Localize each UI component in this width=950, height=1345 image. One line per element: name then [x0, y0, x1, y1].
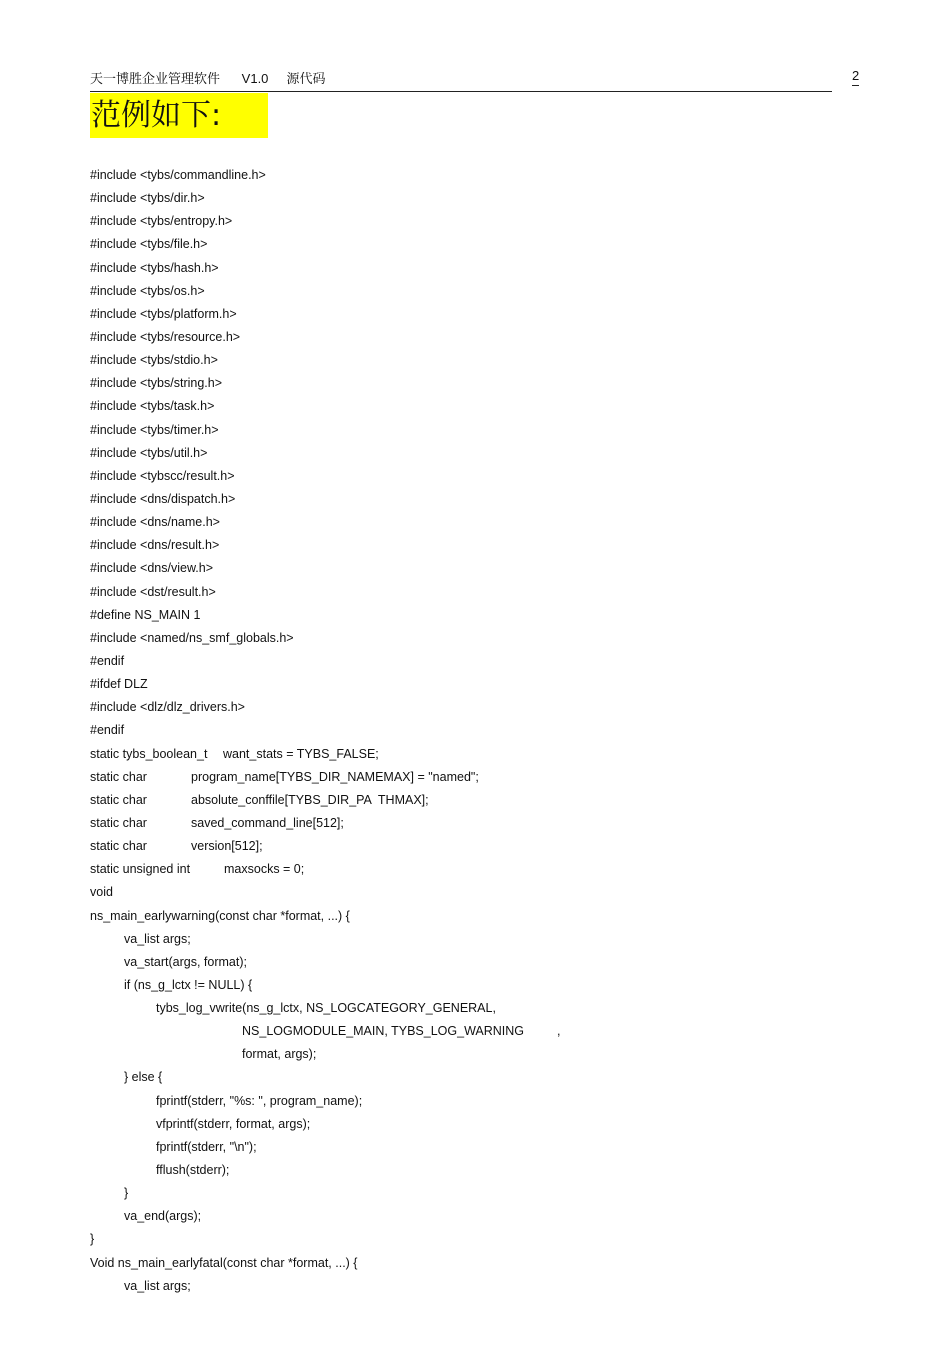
- code-segment: #include <dst/result.h>: [90, 584, 216, 599]
- code-line: [90, 465, 850, 488]
- code-line: [90, 812, 850, 835]
- code-line: [90, 1020, 850, 1043]
- code-segment: va_list args;: [124, 931, 191, 946]
- code-segment: fflush(stderr);: [156, 1163, 230, 1178]
- code-line: [90, 419, 850, 442]
- page-number: 2: [852, 68, 859, 86]
- code-segment: version[512];: [191, 839, 263, 854]
- code-segment: format, args);: [242, 1047, 317, 1062]
- code-line: [90, 1205, 850, 1228]
- code-segment: #include <dns/name.h>: [90, 515, 220, 530]
- code-segment: fprintf(stderr, "\n");: [156, 1139, 257, 1154]
- code-segment: }: [90, 1232, 95, 1247]
- code-segment: static char: [90, 769, 147, 784]
- code-segment: ns_main_earlywarning(const char *format, ...) {: [90, 908, 350, 923]
- code-line: [90, 187, 850, 210]
- code-line: [90, 1159, 850, 1182]
- code-block: [90, 164, 850, 1298]
- code-segment: ,: [557, 1024, 561, 1039]
- code-line: [90, 1090, 850, 1113]
- code-line: [90, 581, 850, 604]
- code-segment: #include <named/ns_smf_globals.h>: [90, 630, 294, 645]
- code-segment: } else {: [124, 1070, 163, 1085]
- code-line: [90, 280, 850, 303]
- code-segment: program_name[TYBS_DIR_NAMEMAX] = "named";: [191, 769, 479, 784]
- code-segment: #include <tybs/util.h>: [90, 445, 208, 460]
- code-segment: }: [124, 1186, 129, 1201]
- code-line: [90, 557, 850, 580]
- code-segment: #include <tybs/task.h>: [90, 399, 215, 414]
- code-line: [90, 719, 850, 742]
- code-segment: NS_LOGMODULE_MAIN, TYBS_LOG_WARNING: [242, 1024, 525, 1039]
- code-segment: va_start(args, format);: [124, 954, 247, 969]
- code-line: [90, 650, 850, 673]
- code-segment: #include <tybs/entropy.h>: [90, 214, 233, 229]
- code-segment: #ifdef DLZ: [90, 677, 148, 692]
- code-line: [90, 164, 850, 187]
- code-segment: Void ns_main_earlyfatal(const char *format, ...) {: [90, 1255, 358, 1270]
- code-line: [90, 233, 850, 256]
- code-line: [90, 1043, 850, 1066]
- code-line: [90, 881, 850, 904]
- code-line: [90, 997, 850, 1020]
- code-segment: #endif: [90, 653, 125, 668]
- code-segment: #include <tybs/hash.h>: [90, 260, 219, 275]
- code-line: [90, 974, 850, 997]
- page-header: [90, 66, 832, 92]
- code-segment: #include <tybs/timer.h>: [90, 422, 219, 437]
- code-line: [90, 534, 850, 557]
- code-line: [90, 303, 850, 326]
- code-segment: #include <tybs/stdio.h>: [90, 353, 218, 368]
- code-line: [90, 326, 850, 349]
- code-line: [90, 1275, 850, 1298]
- code-line: [90, 789, 850, 812]
- code-line: [90, 488, 850, 511]
- code-segment: absolute_conffile[TYBS_DIR_PA THMAX];: [191, 792, 429, 807]
- header-title: 天一博胜企业管理软件 V1.0 源代码: [90, 71, 326, 86]
- code-segment: #include <tybs/platform.h>: [90, 306, 237, 321]
- code-line: [90, 1136, 850, 1159]
- code-line: [90, 442, 850, 465]
- code-line: [90, 257, 850, 280]
- code-line: [90, 696, 850, 719]
- code-segment: static unsigned int: [90, 862, 191, 877]
- code-segment: #endif: [90, 723, 125, 738]
- code-line: [90, 1228, 850, 1251]
- code-line: [90, 1182, 850, 1205]
- code-line: [90, 766, 850, 789]
- code-segment: if (ns_g_lctx != NULL) {: [124, 977, 253, 992]
- code-segment: static char: [90, 815, 147, 830]
- code-segment: tybs_log_vwrite(ns_g_lctx, NS_LOGCATEGORY_GENERAL,: [156, 1001, 496, 1016]
- code-line: [90, 928, 850, 951]
- code-line: [90, 349, 850, 372]
- code-segment: vfprintf(stderr, format, args);: [156, 1116, 311, 1131]
- code-segment: #define NS_MAIN 1: [90, 607, 201, 622]
- code-segment: #include <tybs/commandline.h>: [90, 168, 266, 182]
- code-line: [90, 395, 850, 418]
- code-line: [90, 511, 850, 534]
- code-segment: static char: [90, 839, 147, 854]
- code-segment: maxsocks = 0;: [224, 862, 305, 877]
- code-segment: static char: [90, 792, 147, 807]
- code-segment: #include <tybs/file.h>: [90, 237, 208, 252]
- code-segment: #include <tybs/os.h>: [90, 283, 205, 298]
- code-segment: #include <tybs/string.h>: [90, 376, 223, 391]
- code-line: [90, 951, 850, 974]
- code-segment: va_end(args);: [124, 1209, 202, 1224]
- code-segment: static tybs_boolean_t: [90, 746, 208, 761]
- code-line: [90, 604, 850, 627]
- code-line: [90, 1252, 850, 1275]
- code-segment: #include <tybs/resource.h>: [90, 329, 241, 344]
- code-segment: #include <dns/dispatch.h>: [90, 491, 236, 506]
- code-segment: va_list args;: [124, 1278, 191, 1293]
- code-line: [90, 1113, 850, 1136]
- code-segment: fprintf(stderr, "%s: ", program_name);: [156, 1093, 363, 1108]
- code-line: [90, 210, 850, 233]
- code-segment: #include <dlz/dlz_drivers.h>: [90, 700, 245, 715]
- code-line: [90, 673, 850, 696]
- code-line: [90, 905, 850, 928]
- code-line: [90, 835, 850, 858]
- code-line: [90, 858, 850, 881]
- code-segment: #include <tybscc/result.h>: [90, 468, 235, 483]
- code-segment: want_stats = TYBS_FALSE;: [223, 746, 379, 761]
- code-line: [90, 627, 850, 650]
- code-segment: saved_command_line[512];: [191, 815, 344, 830]
- section-heading: 范例如下:: [90, 93, 268, 138]
- code-segment: void: [90, 885, 113, 900]
- code-segment: #include <tybs/dir.h>: [90, 191, 205, 206]
- code-segment: #include <dns/view.h>: [90, 561, 214, 576]
- code-line: [90, 372, 850, 395]
- code-line: [90, 743, 850, 766]
- code-segment: #include <dns/result.h>: [90, 538, 220, 553]
- code-line: [90, 1066, 850, 1089]
